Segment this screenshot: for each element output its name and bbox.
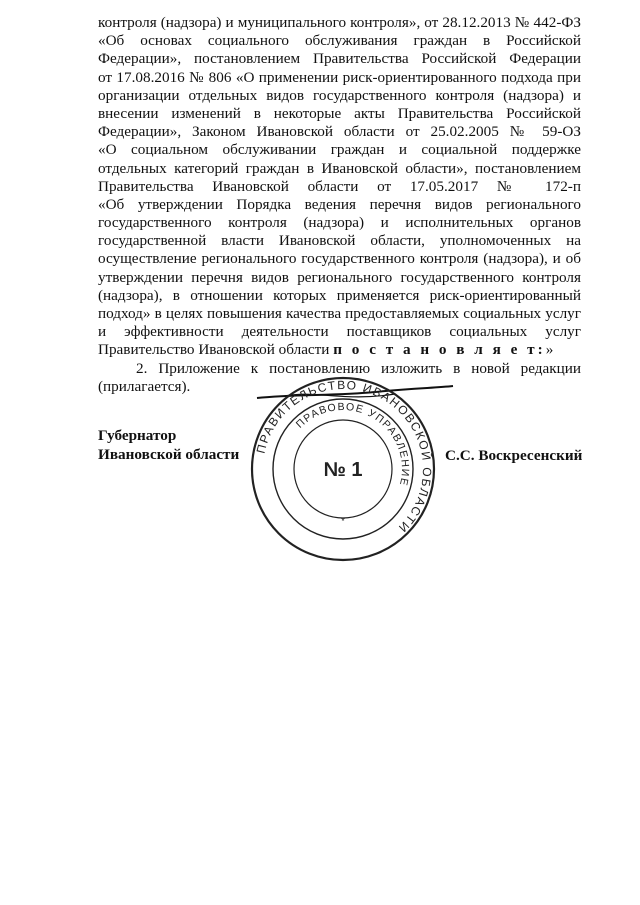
item-2-line-continued: (прилагается). <box>98 377 191 395</box>
body-line: Федерации», Законом Ивановской области от 25.02.2005 № 59-ОЗ <box>98 123 581 141</box>
seal-number: № 1 <box>323 459 363 481</box>
signatory-title <box>98 426 239 464</box>
item-2-line: 2. Приложение к постановлению изложить в новой редакции <box>136 359 581 377</box>
body-line: Федерации», постановлением Правительства Российской Федерации <box>98 50 581 68</box>
decree-line-suffix: » <box>545 341 554 359</box>
signatory-title-line: Ивановской области <box>98 446 240 463</box>
seal-star-icon: * <box>341 516 345 526</box>
body-line: (надзора), в отношении которых применяется риск-ориентированный <box>98 286 581 304</box>
body-line: «Об утверждении Порядка ведения перечня видов регионального <box>98 195 581 213</box>
body-line: от 17.08.2016 № 806 «О применении риск-ориентированного подхода при <box>98 68 581 86</box>
decree-line-prefix: Правительство Ивановской области <box>98 341 334 359</box>
signatory-name: С.С. Воскресенский <box>445 447 583 464</box>
decree-word: п о с т а н о в л я е т: <box>333 341 546 359</box>
body-line: организации отдельных видов государственного контроля (надзора) и <box>98 86 581 104</box>
body-line: и эффективности деятельности поставщиков социальных услуг <box>98 323 581 341</box>
seal-outer-text: ПРАВИТЕЛЬСТВО ИВАНОВСКОЙ ОБЛАСТИ <box>253 377 435 536</box>
seal-inner-text: ПРАВОВОЕ УПРАВЛЕНИЕ <box>293 400 412 488</box>
official-seal <box>250 376 436 562</box>
body-line: отдельных категорий граждан в Ивановской области», постановлением <box>98 159 581 177</box>
body-line: внесении изменений в некоторые акты Правительства Российской <box>98 104 581 122</box>
body-line: контроля (надзора) и муниципального контроля», от 28.12.2013 № 442-ФЗ <box>98 14 581 31</box>
body-line: государственной власти Ивановской области, уполномоченных на <box>98 232 581 250</box>
document-body <box>98 14 581 396</box>
body-line: государственного контроля (надзора) и исполнительных органов <box>98 214 581 232</box>
body-line: утверждении перечня видов регионального государственного контроля <box>98 268 581 286</box>
body-line: подход» в целях повышения качества предоставляемых социальных услуг <box>98 305 581 322</box>
body-line: Правительства Ивановской области от 17.05.2017 № 172-п <box>98 177 581 195</box>
body-line: «Об основах социального обслуживания граждан в Российской <box>98 32 581 50</box>
body-line: «О социальном обслуживании граждан и социальной поддержке <box>98 141 581 159</box>
decree-line <box>98 341 581 359</box>
signatory-title-line: Губернатор <box>98 427 177 444</box>
body-line: осуществление регионального государственного контроля (надзора), и об <box>98 250 581 268</box>
